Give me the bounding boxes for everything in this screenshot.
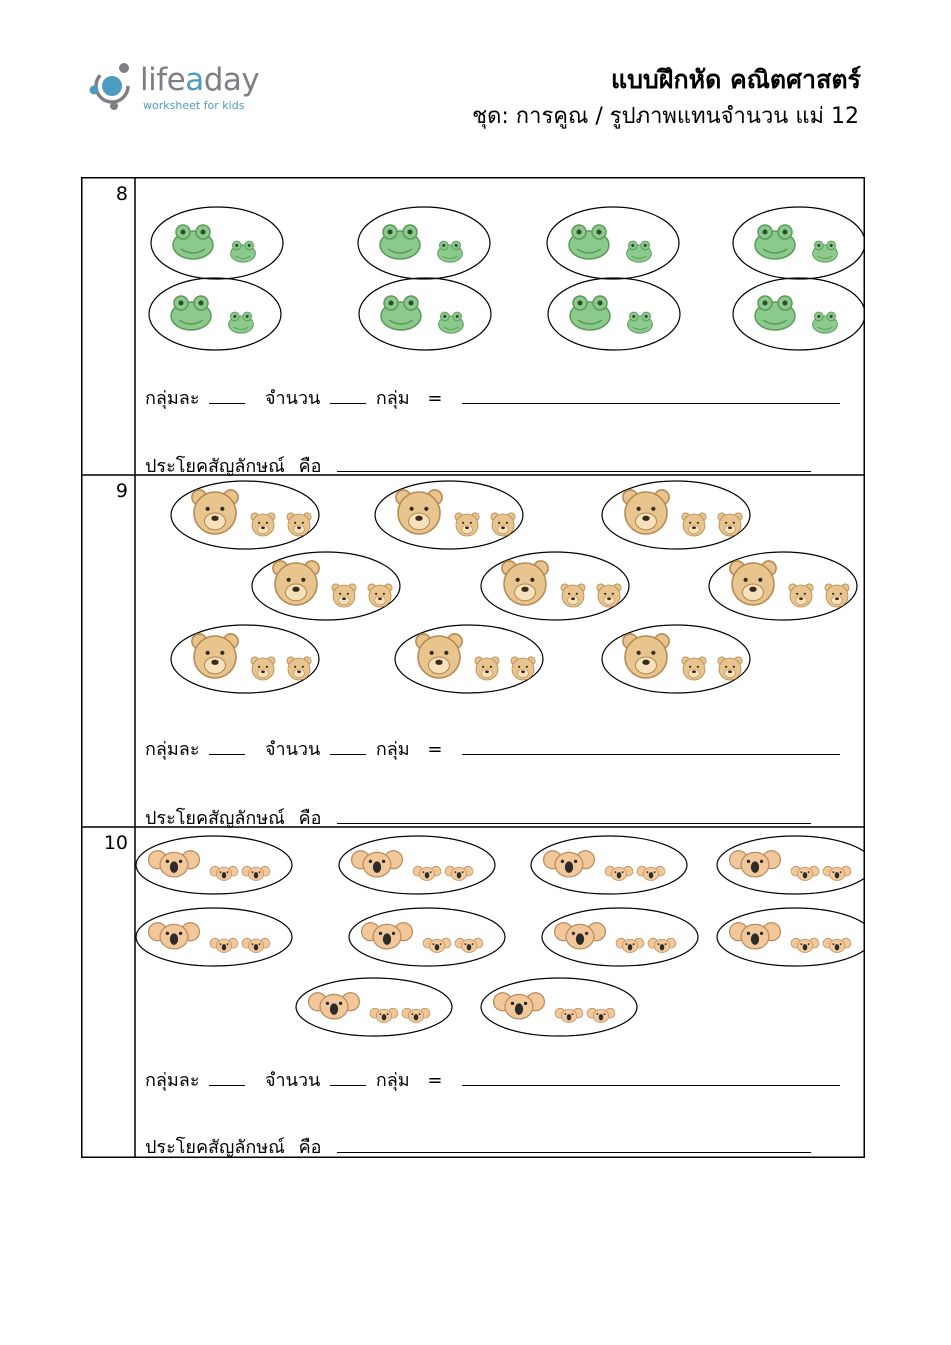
koala-icon xyxy=(309,993,360,1019)
koala-icon xyxy=(445,866,473,880)
frog-icon xyxy=(231,241,256,262)
problem-number: 8 xyxy=(115,183,128,205)
answer-line-sentence xyxy=(145,1132,811,1161)
picture-group xyxy=(252,552,400,620)
bear-icon xyxy=(491,513,515,536)
frog-icon xyxy=(438,241,463,262)
logo-molecule-icon xyxy=(88,62,136,110)
koala-icon xyxy=(648,938,676,952)
answer-line-groups xyxy=(145,383,840,412)
koala-icon xyxy=(423,938,451,952)
worksheet-table xyxy=(81,177,865,1158)
bear-icon xyxy=(251,513,275,536)
koala-icon xyxy=(149,923,200,949)
frog-icon xyxy=(755,225,795,259)
problem-number: 10 xyxy=(103,832,128,854)
page-subtitle: ชุด: การคูณ / รูปภาพแทนจำนวน แม่ 12 xyxy=(472,104,859,129)
frog-icon xyxy=(570,296,610,330)
picture-group xyxy=(296,978,452,1036)
bear-icon xyxy=(416,634,462,678)
bear-icon xyxy=(623,490,669,534)
bear-icon xyxy=(789,584,813,607)
koala-icon xyxy=(791,938,819,952)
frog-icon xyxy=(229,312,254,333)
bear-icon xyxy=(287,657,311,680)
bear-icon xyxy=(718,513,742,536)
label-sentence: ประโยคสัญลักษณ์ xyxy=(145,456,285,477)
picture-group xyxy=(717,836,865,894)
label-sentence: ประโยคสัญลักษณ์ xyxy=(145,808,285,829)
frog-icon xyxy=(173,225,213,259)
picture-groups-frogs xyxy=(135,177,865,362)
picture-group xyxy=(733,278,865,350)
frog-icon xyxy=(813,312,838,333)
koala-icon xyxy=(242,866,270,880)
label-is: คือ xyxy=(298,1137,322,1158)
label-sentence: ประโยคสัญลักษณ์ xyxy=(145,1137,285,1158)
bear-icon xyxy=(718,657,742,680)
answer-line-groups xyxy=(145,1065,840,1094)
blank-count[interactable] xyxy=(330,753,366,755)
blank-total[interactable] xyxy=(462,753,840,755)
bear-icon xyxy=(287,513,311,536)
picture-group xyxy=(151,207,283,279)
picture-group xyxy=(548,278,680,350)
picture-group xyxy=(375,481,523,549)
koala-icon xyxy=(823,866,851,880)
koala-icon xyxy=(242,938,270,952)
label-count: จำนวน xyxy=(264,1070,321,1091)
picture-group xyxy=(481,552,629,620)
blank-sentence[interactable] xyxy=(337,822,811,824)
frog-icon xyxy=(569,225,609,259)
bear-icon xyxy=(368,584,392,607)
blank-sentence[interactable] xyxy=(337,470,811,472)
picture-group xyxy=(709,552,857,620)
label-count: จำนวน xyxy=(264,388,321,409)
blank-per-group[interactable] xyxy=(209,1084,245,1086)
bear-icon xyxy=(455,513,479,536)
bear-icon xyxy=(682,513,706,536)
koala-icon xyxy=(402,1008,430,1022)
label-per-group: กลุ่มละ xyxy=(145,388,200,409)
blank-count[interactable] xyxy=(330,1084,366,1086)
frog-icon xyxy=(628,312,653,333)
koala-icon xyxy=(210,866,238,880)
bear-icon xyxy=(597,584,621,607)
bear-icon xyxy=(623,634,669,678)
picture-group xyxy=(481,978,637,1036)
picture-group xyxy=(136,836,292,894)
label-per-group: กลุ่มละ xyxy=(145,1070,200,1091)
bear-icon xyxy=(251,657,275,680)
picture-group xyxy=(149,278,281,350)
bear-icon xyxy=(192,490,238,534)
picture-group xyxy=(531,836,687,894)
koala-icon xyxy=(616,938,644,952)
picture-group xyxy=(171,625,319,693)
label-equals: = xyxy=(427,388,443,409)
picture-group xyxy=(602,481,750,549)
picture-group xyxy=(358,207,490,279)
frog-icon xyxy=(813,241,838,262)
problem-number: 9 xyxy=(115,480,128,502)
logo-wordmark: lifeaday xyxy=(140,62,260,98)
answer-line-groups xyxy=(145,734,840,763)
bear-icon xyxy=(273,561,319,605)
label-groups: กลุ่ม xyxy=(375,388,410,409)
blank-count[interactable] xyxy=(330,402,366,404)
picture-group xyxy=(349,908,505,966)
bear-icon xyxy=(475,657,499,680)
bear-icon xyxy=(396,490,442,534)
picture-group xyxy=(717,908,865,966)
blank-sentence[interactable] xyxy=(337,1151,811,1153)
koala-icon xyxy=(791,866,819,880)
picture-group xyxy=(395,625,543,693)
koala-icon xyxy=(555,1008,583,1022)
label-count: จำนวน xyxy=(264,739,321,760)
koala-icon xyxy=(637,866,665,880)
koala-icon xyxy=(362,923,413,949)
bear-icon xyxy=(332,584,356,607)
label-per-group: กลุ่มละ xyxy=(145,739,200,760)
koala-icon xyxy=(544,851,595,877)
picture-group xyxy=(542,908,698,966)
picture-group xyxy=(171,481,319,549)
koala-icon xyxy=(413,866,441,880)
bear-icon xyxy=(561,584,585,607)
koala-icon xyxy=(730,923,781,949)
koala-icon xyxy=(587,1008,615,1022)
label-is: คือ xyxy=(298,808,322,829)
label-equals: = xyxy=(427,1070,443,1091)
picture-group xyxy=(136,908,292,966)
logo xyxy=(88,58,288,118)
picture-groups-koalas xyxy=(135,827,865,1042)
koala-icon xyxy=(730,851,781,877)
frog-icon xyxy=(381,296,421,330)
koala-icon xyxy=(370,1008,398,1022)
blank-per-group[interactable] xyxy=(209,402,245,404)
koala-icon xyxy=(210,938,238,952)
bear-icon xyxy=(730,561,776,605)
koala-icon xyxy=(605,866,633,880)
blank-total[interactable] xyxy=(462,1084,840,1086)
picture-group xyxy=(339,836,495,894)
koala-icon xyxy=(555,923,606,949)
frog-icon xyxy=(380,225,420,259)
label-equals: = xyxy=(427,739,443,760)
koala-icon xyxy=(352,851,403,877)
koala-icon xyxy=(455,938,483,952)
blank-per-group[interactable] xyxy=(209,753,245,755)
label-groups: กลุ่ม xyxy=(375,739,410,760)
bear-icon xyxy=(502,561,548,605)
picture-group xyxy=(602,625,750,693)
bear-icon xyxy=(192,634,238,678)
picture-groups-bears xyxy=(135,475,865,715)
koala-icon xyxy=(823,938,851,952)
frog-icon xyxy=(171,296,211,330)
blank-total[interactable] xyxy=(462,402,840,404)
koala-icon xyxy=(494,993,545,1019)
bear-icon xyxy=(682,657,706,680)
picture-group xyxy=(733,207,865,279)
logo-tagline: worksheet for kids xyxy=(143,99,245,112)
label-is: คือ xyxy=(298,456,322,477)
bear-icon xyxy=(511,657,535,680)
picture-group xyxy=(359,278,491,350)
frog-icon xyxy=(439,312,464,333)
koala-icon xyxy=(149,851,200,877)
picture-group xyxy=(547,207,679,279)
bear-icon xyxy=(825,584,849,607)
frog-icon xyxy=(755,296,795,330)
frog-icon xyxy=(627,241,652,262)
label-groups: กลุ่ม xyxy=(375,1070,410,1091)
page-title: แบบฝึกหัด คณิตศาสตร์ xyxy=(610,65,861,94)
